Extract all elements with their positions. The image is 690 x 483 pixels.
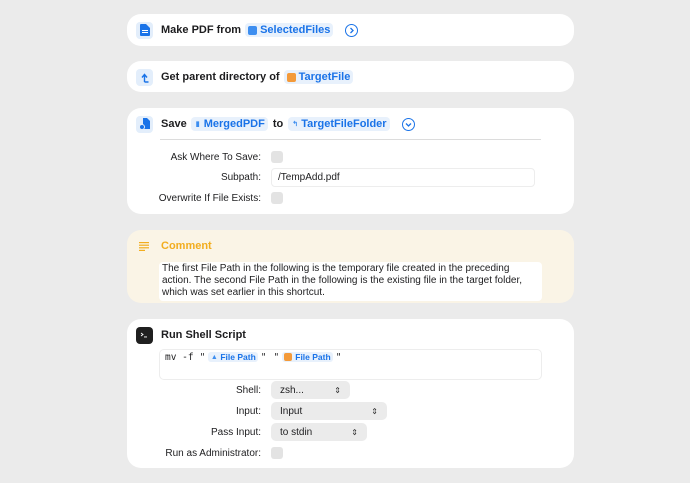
chevron-right-circle-icon[interactable] (345, 24, 358, 37)
file-icon (284, 353, 292, 361)
pass-input-row (127, 423, 367, 441)
script-editor[interactable] (159, 349, 542, 380)
file-path-variable-1[interactable]: ▲ File Path (208, 352, 257, 362)
chevron-up-down-icon: ⇕ (334, 385, 341, 395)
get-parent-directory-action-card[interactable] (127, 61, 574, 92)
arrow-up-turn-icon (136, 69, 153, 86)
chevron-down-circle-icon[interactable] (402, 118, 415, 131)
make-pdf-action-card[interactable] (127, 14, 574, 46)
quote: " (260, 352, 267, 363)
action-title: Save (161, 118, 187, 130)
subpath-label: Subpath: (220, 171, 261, 183)
file-icon (287, 73, 296, 82)
save-file-action-card[interactable] (127, 108, 574, 214)
action-title: Run Shell Script (161, 329, 246, 341)
document-icon: ▮ (195, 121, 200, 128)
target-file-variable[interactable]: TargetFile (284, 70, 354, 84)
overwrite-checkbox[interactable] (271, 192, 283, 204)
finder-icon (248, 26, 257, 35)
ask-where-row (127, 148, 283, 166)
arrow-up-turn-icon: ↰ (292, 121, 299, 128)
terminal-icon (136, 327, 153, 344)
input-row (127, 402, 387, 420)
chevron-up-down-icon: ⇕ (351, 427, 358, 437)
save-document-icon (136, 116, 153, 133)
subpath-row (127, 168, 535, 186)
subpath-input[interactable]: /TempAdd.pdf (271, 168, 535, 187)
script-command: mv -f (165, 352, 194, 363)
action-title: Get parent directory of (161, 71, 280, 83)
quote: " (335, 352, 342, 363)
input-label: Input: (235, 405, 261, 417)
admin-row (127, 444, 283, 462)
merged-pdf-variable[interactable]: ▮ MergedPDF (191, 117, 268, 131)
chevron-up-down-icon: ⇕ (371, 406, 378, 416)
comment-action-card[interactable] (127, 230, 574, 303)
document-icon (136, 22, 153, 39)
quote: " (199, 352, 206, 363)
selected-files-variable[interactable]: SelectedFiles (245, 23, 333, 37)
comment-title: Comment (161, 240, 212, 252)
input-select[interactable]: Input ⇕ (271, 402, 387, 420)
pass-input-label: Pass Input: (210, 426, 261, 438)
pass-input-select[interactable]: to stdin ⇕ (271, 423, 367, 441)
save-document-icon: ▲ (210, 353, 218, 361)
quote: " (273, 352, 280, 363)
admin-label: Run as Administrator: (165, 447, 261, 459)
ask-where-label: Ask Where To Save: (170, 151, 261, 163)
shell-row (127, 381, 350, 399)
target-file-folder-variable[interactable]: ↰ TargetFileFolder (288, 117, 389, 131)
lines-icon (136, 238, 153, 255)
connector-text: to (272, 118, 284, 130)
divider (160, 139, 541, 140)
admin-checkbox[interactable] (271, 447, 283, 459)
ask-where-checkbox[interactable] (271, 151, 283, 163)
action-title: Make PDF from (161, 24, 242, 36)
comment-text[interactable]: The first File Path in the following is the temporary file created in the preceding action. The second File Path in the following is the existing file in the target folder, which was set earlier in this shortcut. (159, 262, 542, 301)
overwrite-label: Overwrite If File Exists: (158, 192, 261, 204)
shell-select[interactable]: zsh... ⇕ (271, 381, 350, 399)
run-shell-script-action-card[interactable] (127, 319, 574, 468)
shell-label: Shell: (235, 384, 261, 396)
file-path-variable-2[interactable]: File Path (282, 352, 332, 362)
overwrite-row (127, 189, 283, 207)
